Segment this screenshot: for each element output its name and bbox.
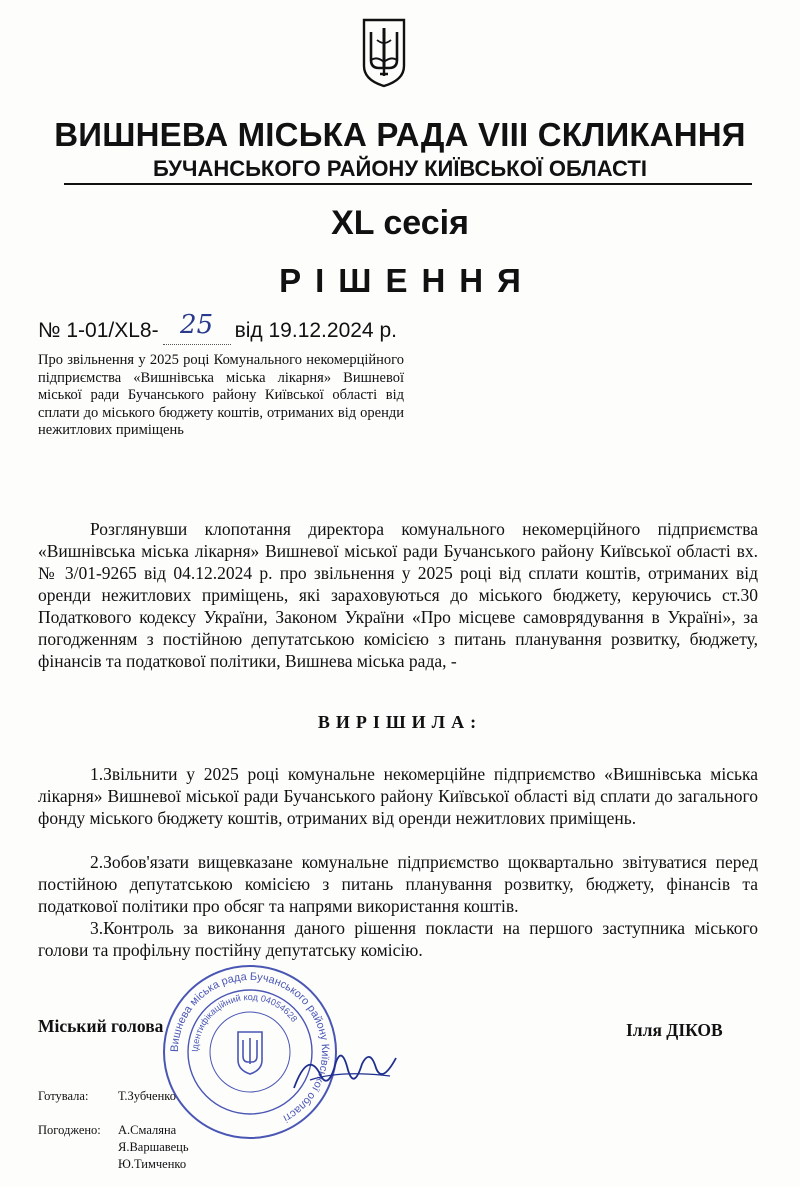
resolution-item: 2.Зобов'язати вищевказане комунальне підприємство щоквартально звітуватися перед постійною депутатською комісією з питань планування розвитку, бюджету, фінансів та податкової політики про обсяг та напрями використання коштів. [38, 852, 758, 916]
resolved-heading: ВИРІШИЛА: [317, 712, 483, 732]
agreed-by-name: А.Смаляна [118, 1123, 177, 1137]
session-title: XL сесія [331, 204, 469, 242]
agreed-by-label: Погоджено: [38, 1123, 101, 1137]
handwritten-number: 25 [180, 310, 214, 340]
signatory-title: Міський голова [38, 1016, 164, 1036]
trident-emblem-icon [361, 16, 407, 88]
resolution-item: 3.Контроль за виконання даного рішення покласти на першого заступника міського голови та профільну постійну депутатську комісію. [38, 918, 758, 960]
decision-number-field [163, 310, 231, 345]
agreed-by-name: Ю.Тимченко [118, 1157, 187, 1171]
signatory-name: Ілля ДІКОВ [626, 1020, 723, 1040]
decision-number-prefix: № 1-01/XL8- [38, 319, 159, 342]
handwritten-signature [290, 1040, 400, 1100]
decision-date: від 19.12.2024 р. [234, 319, 397, 342]
preamble-paragraph: Розглянувши клопотання директора комунального некомерційного підприємства «Вишнівська міська лікарня» Вишневої міської ради Бучанського району Київської області вх. № 3/01-9265 від 04.12.2024 р. про звільнення у 2025 році від сплати коштів, отриманих від оренди нежитлових приміщень, які зараховуються до міського бюджету, керуючись ст.30 Податкового кодексу України, Законом України «Про місцеве самоврядування в Україні», за погодженням з постійною депутатською комісією з питань планування розвитку, бюджету, фінансів та податкової політики, Вишнева міська рада, - [38, 519, 758, 671]
district-subtitle: БУЧАНСЬКОГО РАЙОНУ КИЇВСЬКОЇ ОБЛАСТІ [153, 156, 647, 181]
resolution-item: 1.Звільнити у 2025 році комунальне некомерційне підприємство «Вишнівська міська лікарня» Вишневої міської ради Бучанського району Київської області від сплати до загального фонду міського бюджету коштів, отриманих від оренди нежитлових приміщень. [38, 764, 758, 828]
decision-number-line [38, 310, 397, 345]
prepared-by-label: Готувала: [38, 1089, 89, 1103]
decision-subject: Про звільнення у 2025 році Комунального некомерційного підприємства «Вишнівська міська лікарня» Вишневої міської ради Бучанського району Київської області від сплати до міського бюджету коштів, отриманих від оренди нежитлових приміщень [38, 352, 404, 438]
council-title: ВИШНЕВА МІСЬКА РАДА VIII СКЛИКАННЯ [54, 116, 746, 153]
svg-text:Ідентифікаційний код 04054628: Ідентифікаційний код 04054628 [189, 991, 300, 1053]
document-type-title: РІШЕННЯ [279, 262, 535, 299]
agreed-by-name: Я.Варшавець [118, 1140, 189, 1154]
header-divider [64, 183, 752, 185]
svg-text:Вишнева міська рада Бучанськог: Вишнева міська рада Бучанського району Київської області [168, 970, 332, 1125]
prepared-by-name: Т.Зубченко [118, 1089, 176, 1103]
